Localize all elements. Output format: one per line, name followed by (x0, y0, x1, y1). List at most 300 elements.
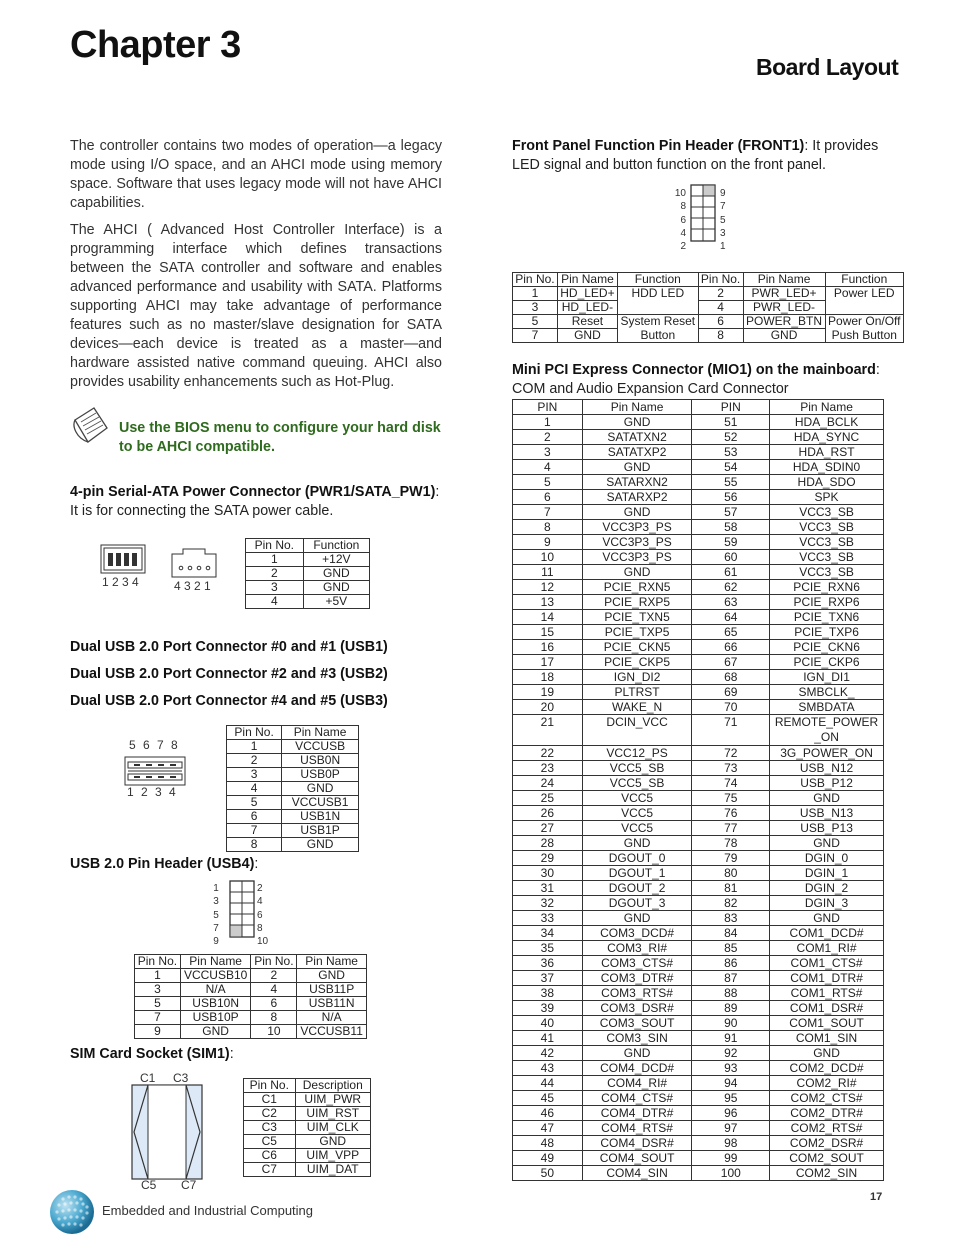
pin-label: 5 (213, 909, 219, 921)
table-row (513, 1151, 884, 1166)
table-cell: 8 (251, 1011, 297, 1025)
table-cell: DGIN_3 (770, 896, 884, 911)
table-cell: COM2_RI# (770, 1076, 884, 1091)
table-cell: VCC12_PS (582, 746, 692, 761)
table-row (227, 824, 359, 838)
usb-pin-table (226, 725, 359, 852)
table-cell: 40 (513, 1016, 583, 1031)
table-row (513, 926, 884, 941)
table-cell: COM1_DSR# (770, 1001, 884, 1016)
sim-label-c7: C7 (181, 1178, 197, 1192)
pin-label: 6 (680, 214, 686, 226)
table-cell: POWER_BTN (743, 315, 825, 329)
table-cell: 61 (692, 565, 770, 580)
usb4-heading: USB 2.0 Pin Header (USB4) (70, 856, 255, 872)
table-header: PIN (513, 400, 583, 415)
sata-power-description: It is for connecting the SATA power cable. (70, 503, 334, 519)
table-cell: 38 (513, 986, 583, 1001)
table-row (227, 782, 359, 796)
table-cell: SATARXN2 (582, 475, 692, 490)
table-cell: DGOUT_2 (582, 881, 692, 896)
sim-heading: SIM Card Socket (SIM1) (70, 1046, 230, 1062)
table-cell: 96 (692, 1106, 770, 1121)
table-row (227, 810, 359, 824)
sata-top-pin-labels: 4 3 2 1 (174, 579, 211, 593)
table-cell: VCC5 (582, 821, 692, 836)
table-cell: GND (282, 838, 359, 852)
table-header: Pin Name (297, 955, 367, 969)
table-cell: REMOTE_POWER_ON (770, 715, 884, 746)
table-row (513, 896, 884, 911)
table-cell: 20 (513, 700, 583, 715)
table-cell: 6 (227, 810, 282, 824)
table-cell: UIM_VPP (295, 1149, 371, 1163)
table-cell: 30 (513, 866, 583, 881)
table-cell: 54 (692, 460, 770, 475)
table-cell: DCIN_VCC (582, 715, 692, 746)
table-cell: 42 (513, 1046, 583, 1061)
table-cell: 77 (692, 821, 770, 836)
table-row (513, 1166, 884, 1181)
table-cell: 47 (513, 1121, 583, 1136)
table-cell: PCIE_CKN6 (770, 640, 884, 655)
table-row (513, 329, 904, 343)
table-cell: 2 (227, 754, 282, 768)
table-cell: 58 (692, 520, 770, 535)
table-cell: PCIE_RXP6 (770, 595, 884, 610)
table-cell: PCIE_TXN5 (582, 610, 692, 625)
table-cell: 64 (692, 610, 770, 625)
table-row (513, 1091, 884, 1106)
table-cell: 91 (692, 1031, 770, 1046)
table-cell: 2 (698, 287, 743, 301)
table-cell: 63 (692, 595, 770, 610)
table-cell: COM4_RI# (582, 1076, 692, 1091)
table-cell: GND (282, 782, 359, 796)
table-cell: COM2_DSR# (770, 1136, 884, 1151)
table-cell: 97 (692, 1121, 770, 1136)
table-header: Function (617, 273, 698, 287)
table-cell: 78 (692, 836, 770, 851)
table-cell: 16 (513, 640, 583, 655)
table-cell: SATATXP2 (582, 445, 692, 460)
sim-pin-table (243, 1078, 371, 1177)
table-cell: 8 (227, 838, 282, 852)
table-cell: GND (770, 911, 884, 926)
table-cell: C3 (244, 1121, 296, 1135)
pin-label: 7 (720, 201, 726, 213)
table-row (513, 700, 884, 715)
table-cell: 72 (692, 746, 770, 761)
table-cell: 9 (135, 1025, 181, 1039)
table-row (513, 610, 884, 625)
table-cell: 11 (513, 565, 583, 580)
table-cell: C2 (244, 1107, 296, 1121)
table-row (513, 445, 884, 460)
table-header: Function (825, 273, 903, 287)
table-cell: VCCUSB1 (282, 796, 359, 810)
table-cell: 4 (513, 460, 583, 475)
table-cell: 87 (692, 971, 770, 986)
table-cell: 36 (513, 956, 583, 971)
table-cell: 1 (513, 287, 558, 301)
sata-power-table (245, 538, 370, 609)
table-cell: UIM_CLK (295, 1121, 371, 1135)
table-cell: HDA_RST (770, 445, 884, 460)
table-cell: 28 (513, 836, 583, 851)
table-cell: System Reset (617, 315, 698, 329)
pin-label: 7 (213, 922, 219, 934)
table-row (513, 986, 884, 1001)
table-cell: COM2_SIN (770, 1166, 884, 1181)
sim-label-c1: C1 (140, 1071, 156, 1085)
table-cell: 4 (698, 301, 743, 315)
table-cell: COM4_CTS# (582, 1091, 692, 1106)
table-cell: HDD LED (617, 287, 698, 315)
table-cell: 89 (692, 1001, 770, 1016)
table-row (513, 535, 884, 550)
table-row (513, 640, 884, 655)
table-row (513, 1106, 884, 1121)
front-left-labels (670, 187, 686, 253)
table-cell: GND (297, 969, 367, 983)
table-header: Pin No. (227, 726, 282, 740)
table-cell: PCIE_CKP6 (770, 655, 884, 670)
table-cell: 9 (513, 535, 583, 550)
table-cell: 85 (692, 941, 770, 956)
table-header: Pin Name (770, 400, 884, 415)
pin-label: 8 (257, 922, 263, 934)
table-cell: Power On/Off (825, 315, 903, 329)
table-cell: 6 (513, 490, 583, 505)
table-cell: 99 (692, 1151, 770, 1166)
table-row (513, 746, 884, 761)
table-cell: C1 (244, 1093, 296, 1107)
table-cell: 90 (692, 1016, 770, 1031)
table-cell: HDA_SDO (770, 475, 884, 490)
table-cell: GND (557, 329, 617, 343)
table-cell: 7 (513, 329, 558, 343)
table-cell: 33 (513, 911, 583, 926)
table-row (135, 1011, 367, 1025)
table-cell: 60 (692, 550, 770, 565)
table-row (513, 550, 884, 565)
table-cell: HDA_BCLK (770, 415, 884, 430)
table-cell: 17 (513, 655, 583, 670)
mio-pin-table (512, 399, 884, 1181)
chapter-title: Chapter 3 (70, 24, 241, 66)
table-cell: 46 (513, 1106, 583, 1121)
table-cell: DGIN_2 (770, 881, 884, 896)
table-cell: VCC5 (582, 806, 692, 821)
table-cell: COM3_RTS# (582, 986, 692, 1001)
table-cell: SMBDATA (770, 700, 884, 715)
table-cell: DGIN_0 (770, 851, 884, 866)
sim-socket-diagram (131, 1084, 203, 1185)
table-cell: USB_P12 (770, 776, 884, 791)
table-row (513, 1031, 884, 1046)
table-cell: 2 (246, 567, 304, 581)
table-cell: 80 (692, 866, 770, 881)
table-cell: 29 (513, 851, 583, 866)
table-cell: 35 (513, 941, 583, 956)
table-row (513, 287, 904, 301)
table-cell: 71 (692, 715, 770, 746)
table-cell: GND (303, 567, 369, 581)
pin-label: 9 (720, 188, 726, 199)
sim-label-c5: C5 (141, 1178, 157, 1192)
table-cell: VCC5_SB (582, 776, 692, 791)
table-cell: GND (770, 791, 884, 806)
table-cell: 23 (513, 761, 583, 776)
table-cell: PCIE_RXN5 (582, 580, 692, 595)
table-header: Pin Name (743, 273, 825, 287)
table-cell: 37 (513, 971, 583, 986)
mio-colon: : (875, 362, 880, 378)
table-cell: C5 (244, 1135, 296, 1149)
table-cell: 66 (692, 640, 770, 655)
usb1-heading: Dual USB 2.0 Port Connector #0 and #1 (USB1) (70, 639, 388, 655)
table-row (513, 415, 884, 430)
table-cell: COM1_SOUT (770, 1016, 884, 1031)
table-cell: 7 (513, 505, 583, 520)
table-cell: COM4_DSR# (582, 1136, 692, 1151)
sim-colon: : (229, 1046, 234, 1062)
table-cell: 67 (692, 655, 770, 670)
table-cell: 22 (513, 746, 583, 761)
table-cell: SMBCLK_ (770, 685, 884, 700)
table-cell: 62 (692, 580, 770, 595)
table-cell: IGN_DI1 (770, 670, 884, 685)
table-cell: Push Button (825, 329, 903, 343)
table-cell: DGOUT_1 (582, 866, 692, 881)
note-icon (72, 406, 110, 451)
table-cell: 3G_POWER_ON (770, 746, 884, 761)
table-cell: 24 (513, 776, 583, 791)
usb4-pin-table (134, 954, 367, 1039)
table-cell: 1 (513, 415, 583, 430)
table-cell: HD_LED- (557, 301, 617, 315)
sata-connector-front-diagram (100, 544, 146, 579)
table-cell: SATATXN2 (582, 430, 692, 445)
table-cell: 81 (692, 881, 770, 896)
mio-description: COM and Audio Expansion Card Connector (512, 381, 789, 397)
table-row (513, 520, 884, 535)
table-cell: 100 (692, 1166, 770, 1181)
table-row (513, 715, 884, 746)
table-cell: 1 (135, 969, 181, 983)
table-row (244, 1093, 371, 1107)
table-cell: COM3_SOUT (582, 1016, 692, 1031)
table-cell: 27 (513, 821, 583, 836)
table-cell: IGN_DI2 (582, 670, 692, 685)
table-row (513, 490, 884, 505)
table-cell: GND (582, 836, 692, 851)
table-cell: COM1_RI# (770, 941, 884, 956)
front-panel-heading: Front Panel Function Pin Header (FRONT1) (512, 138, 805, 154)
table-cell: UIM_DAT (295, 1163, 371, 1177)
table-cell: +12V (303, 553, 369, 567)
table-row (513, 580, 884, 595)
table-cell: GND (295, 1135, 371, 1149)
table-header: Pin No. (246, 539, 304, 553)
table-cell: COM3_DCD# (582, 926, 692, 941)
table-cell: 5 (513, 315, 558, 329)
pin-label: 10 (674, 188, 686, 199)
table-cell: 75 (692, 791, 770, 806)
table-row (513, 505, 884, 520)
table-row (513, 685, 884, 700)
pin-label: 5 (720, 214, 726, 226)
table-cell: 10 (513, 550, 583, 565)
table-cell: USB1P (282, 824, 359, 838)
table-cell: 5 (227, 796, 282, 810)
table-cell: PCIE_TXP5 (582, 625, 692, 640)
table-row (513, 881, 884, 896)
table-cell: SATARXP2 (582, 490, 692, 505)
table-cell: 70 (692, 700, 770, 715)
sata-power-heading: 4-pin Serial-ATA Power Connector (PWR1/SATA_PW1) (70, 484, 436, 500)
usb2-heading: Dual USB 2.0 Port Connector #2 and #3 (USB2) (70, 666, 388, 682)
front-right-labels (720, 187, 732, 253)
table-cell: 84 (692, 926, 770, 941)
table-row (513, 761, 884, 776)
table-cell: PCIE_TXN6 (770, 610, 884, 625)
table-row (135, 969, 367, 983)
table-row (513, 866, 884, 881)
section-title: Board Layout (756, 54, 899, 80)
table-cell: HDA_SDIN0 (770, 460, 884, 475)
table-cell: USB1N (282, 810, 359, 824)
table-cell: Button (617, 329, 698, 343)
table-cell: PCIE_TXP6 (770, 625, 884, 640)
table-cell: DGOUT_3 (582, 896, 692, 911)
table-cell: 41 (513, 1031, 583, 1046)
table-cell: 15 (513, 625, 583, 640)
table-cell: VCC5 (582, 791, 692, 806)
table-cell: GND (770, 836, 884, 851)
usb-top-pin-labels: 5 6 7 8 (129, 738, 178, 752)
table-cell: 3 (227, 768, 282, 782)
company-logo-globe (49, 1189, 95, 1235)
table-cell: 4 (227, 782, 282, 796)
table-cell: COM2_SOUT (770, 1151, 884, 1166)
table-cell: 5 (513, 475, 583, 490)
table-cell: 4 (246, 595, 304, 609)
table-cell: 3 (246, 581, 304, 595)
table-row (513, 806, 884, 821)
table-row (513, 1061, 884, 1076)
table-row (513, 776, 884, 791)
front-panel-table (512, 272, 904, 343)
table-row (513, 971, 884, 986)
table-cell: USB10N (180, 997, 251, 1011)
table-row (246, 581, 370, 595)
table-cell: UIM_RST (295, 1107, 371, 1121)
table-cell: 34 (513, 926, 583, 941)
table-cell: N/A (180, 983, 251, 997)
bios-note: Use the BIOS menu to configure your hard disk to be AHCI compatible. (119, 420, 441, 455)
table-header: Pin No. (251, 955, 297, 969)
table-cell: 44 (513, 1076, 583, 1091)
table-cell: COM3_RI# (582, 941, 692, 956)
table-row (244, 1163, 371, 1177)
table-cell: COM4_SOUT (582, 1151, 692, 1166)
table-cell: 50 (513, 1166, 583, 1181)
table-cell: 92 (692, 1046, 770, 1061)
table-cell: GND (582, 415, 692, 430)
table-cell: 43 (513, 1061, 583, 1076)
table-row (513, 1136, 884, 1151)
table-header: Pin No. (698, 273, 743, 287)
table-cell: VCC5_SB (582, 761, 692, 776)
table-row (513, 941, 884, 956)
table-cell: 52 (692, 430, 770, 445)
table-row (227, 838, 359, 852)
table-cell: COM1_DCD# (770, 926, 884, 941)
table-cell: PWR_LED+ (743, 287, 825, 301)
table-cell: 19 (513, 685, 583, 700)
table-header: Description (295, 1079, 371, 1093)
table-cell: 14 (513, 610, 583, 625)
table-row (246, 553, 370, 567)
page-number: 17 (870, 1191, 883, 1203)
table-cell: 10 (251, 1025, 297, 1039)
table-cell: PCIE_CKN5 (582, 640, 692, 655)
table-cell: USB0P (282, 768, 359, 782)
table-cell: UIM_PWR (295, 1093, 371, 1107)
table-cell: 32 (513, 896, 583, 911)
table-cell: C7 (244, 1163, 296, 1177)
table-row (244, 1149, 371, 1163)
table-cell: 95 (692, 1091, 770, 1106)
table-cell: 82 (692, 896, 770, 911)
table-cell: +5V (303, 595, 369, 609)
table-cell: PCIE_CKP5 (582, 655, 692, 670)
table-cell: 83 (692, 911, 770, 926)
table-cell: 2 (251, 969, 297, 983)
table-row (513, 1001, 884, 1016)
table-row (513, 1016, 884, 1031)
table-cell: COM4_SIN (582, 1166, 692, 1181)
table-cell: COM4_DCD# (582, 1061, 692, 1076)
table-row (513, 475, 884, 490)
table-cell: USB_P13 (770, 821, 884, 836)
sata-connector-top-diagram (171, 548, 217, 583)
table-row (513, 1076, 884, 1091)
table-cell: 48 (513, 1136, 583, 1151)
table-row (227, 768, 359, 782)
pin-label: 4 (680, 227, 686, 239)
table-cell: 88 (692, 986, 770, 1001)
table-cell: COM2_DCD# (770, 1061, 884, 1076)
table-cell: 7 (135, 1011, 181, 1025)
table-cell: 59 (692, 535, 770, 550)
pin-label: 6 (257, 909, 263, 921)
table-cell: COM2_RTS# (770, 1121, 884, 1136)
mio-heading: Mini PCI Express Connector (MIO1) on the mainboard (512, 362, 876, 378)
pin-label: 2 (680, 241, 686, 253)
table-cell: 45 (513, 1091, 583, 1106)
table-cell: VCC3_SB (770, 520, 884, 535)
table-cell: GND (180, 1025, 251, 1039)
table-cell: COM1_CTS# (770, 956, 884, 971)
table-cell: HDA_SYNC (770, 430, 884, 445)
table-cell: Reset (557, 315, 617, 329)
table-cell: GND (582, 505, 692, 520)
usb4-odd-labels (210, 882, 222, 948)
table-cell: COM1_DTR# (770, 971, 884, 986)
